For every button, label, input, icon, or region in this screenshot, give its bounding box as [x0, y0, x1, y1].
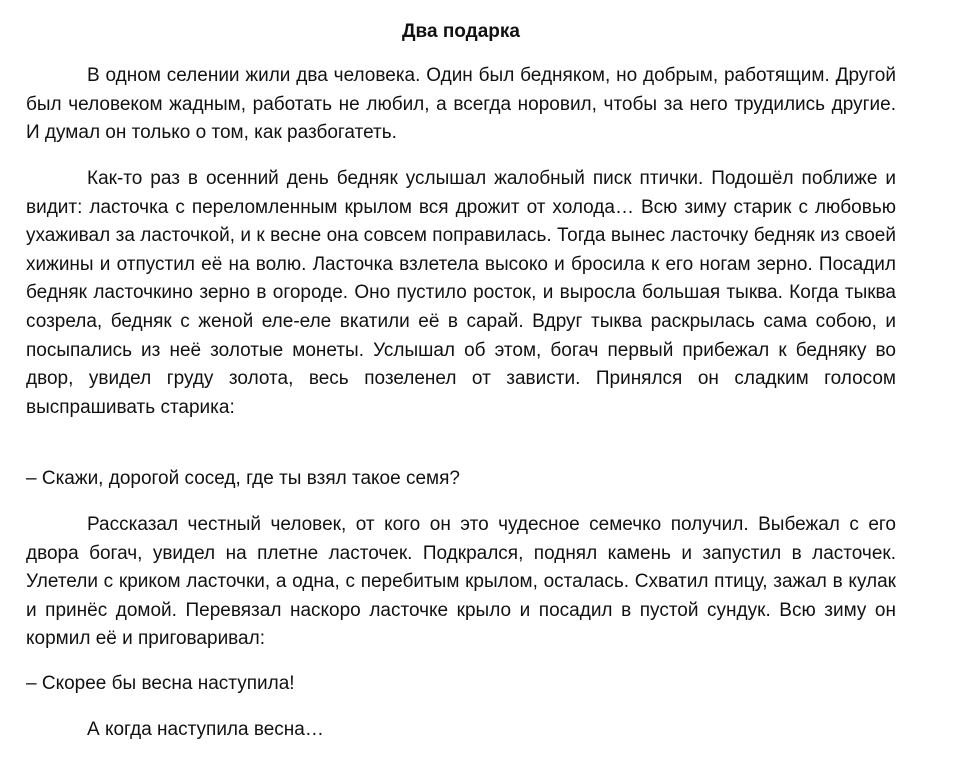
paragraph-4: А когда наступила весна… [87, 719, 324, 740]
document-title: Два подарка [402, 21, 520, 42]
paragraph-3: Рассказал честный человек, от кого он это чудесное семечко получил. Выбежал с его двора богач, увидел на плетне ласточек. Подкрался, поднял камень и запустил в ласточек. Улетели с криком ласточки, а одна, с перебитым крылом, осталась. Схватил птицу, зажал в кулак и принёс домой. Перевязал наскоро ласточке крыло и посадил в пустой сундук. Всю зиму он кормил её и приговаривал: [26, 514, 896, 650]
dialog-line-1: – Скажи, дорогой сосед, где ты взял такое семя? [26, 468, 460, 489]
dialog-line-2: – Скорее бы весна наступила! [26, 673, 295, 694]
paragraph-1: В одном селении жили два человека. Один был бедняком, но добрым, работящим. Другой был человеком жадным, работать не любил, а всегда норовил, чтобы за него трудились другие. И думал он только о том, как разбогатеть. [26, 65, 896, 144]
paragraph-2: Как-то раз в осенний день бедняк услышал жалобный писк птички. Подошёл поближе и видит: ласточка с переломленным крылом вся дрожит от холода… Всю зиму старик с любовью ухаживал за ласточкой, и к весне она совсем поправилась. Тогда вынес ласточку бедняк из своей хижины и отпустил её на волю. Ласточка взлетела высоко и бросила к его ногам зерно. Посадил бедняк ласточкино зерно в огороде. Оно пустило росток, и выросла большая тыква. Когда тыква созрела, бедняк с женой еле-еле вкатили её в сарай. Вдруг тыква раскрылась сама собою, и посыпались из неё золотые монеты. Услышал об этом, богач первый прибежал к бедняку во двор, увидел груду золота, весь позеленел от зависти. Принялся он сладким голосом выспрашивать старика: [26, 168, 896, 418]
